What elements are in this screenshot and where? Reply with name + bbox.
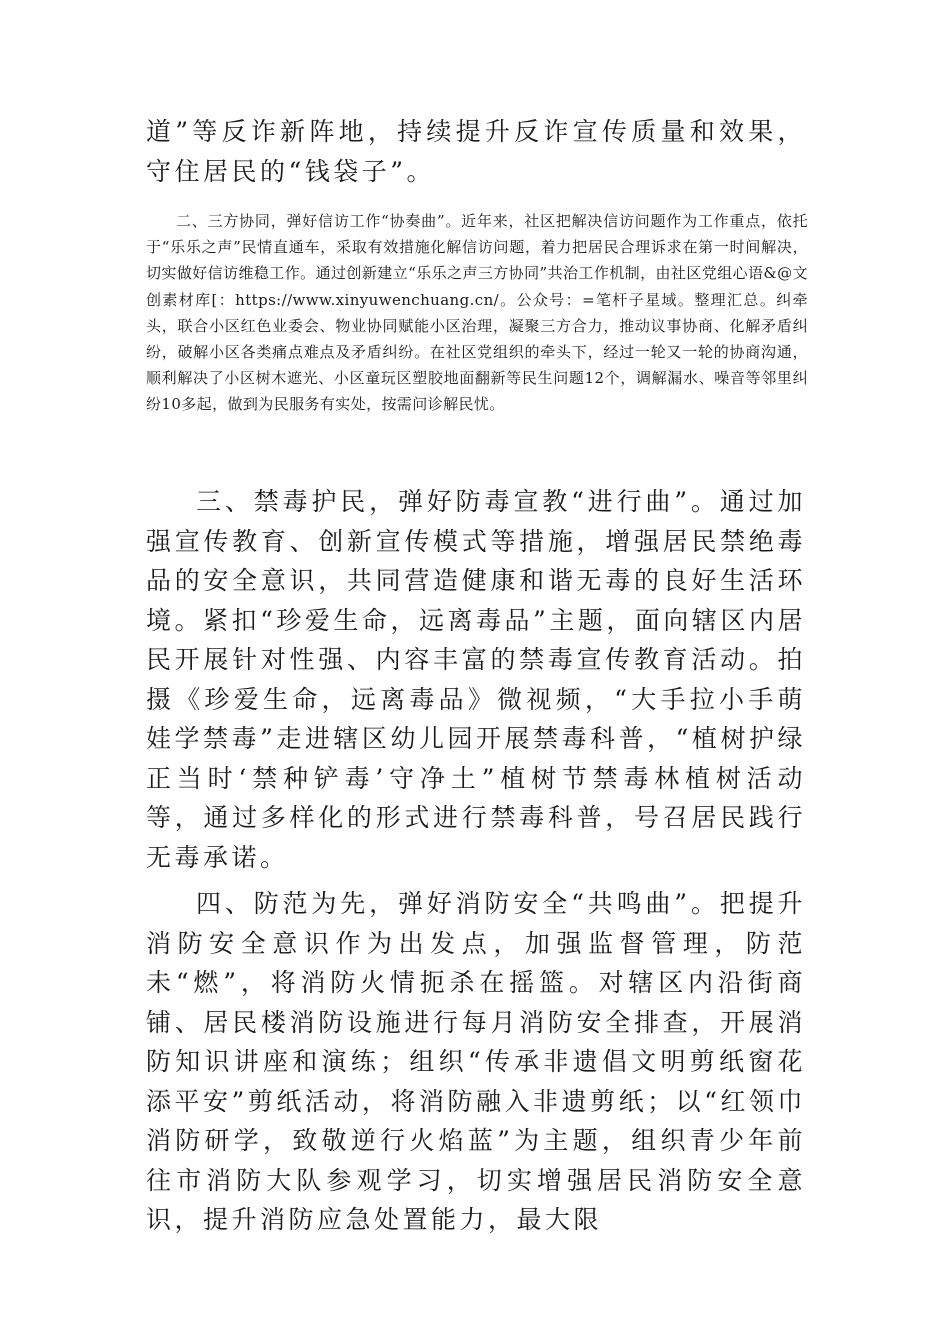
paragraph-fire-safety: 四、防范为先，弹好消防安全“共鸣曲”。把提升消防安全意识作为出发点，加强监督管理，防范未“燃”，将消防火情扼杀在摇篮。对辖区内沿街商铺、居民楼消防设施进行每月消防安全排查，开展消防知识讲座和演练；组织“传承非遗倡文明剪纸窗花添平安”剪纸活动，将消防融入非遗剪纸；以“红领巾消防研学，致敬逆行火焰蓝”为主题，组织青少年前往市消防大队参观学习，切实增强居民消防安全意识，提升消防应急处置能力，最大限	[146, 889, 806, 1234]
paragraph-anti-fraud-ending: 道”等反诈新阵地，持续提升反诈宣传质量和效果，守住居民的“钱袋子”。	[146, 117, 806, 186]
paragraph-anti-drug-education: 三、禁毒护民，弹好防毒宣教“进行曲”。通过加强宣传教育、创新宣传模式等措施，增强居民禁绝毒品的安全意识，共同营造健康和谐无毒的良好生活环境。紧扣“珍爱生命，远离毒品”主题，面向辖区内居民开展针对性强、内容丰富的禁毒宣传教育活动。拍摄《珍爱生命，远离毒品》微视频，“大手拉小手萌娃学禁毒”走进辖区幼儿园开展禁毒科普，“植树护绿正当时‘禁种铲毒’守净土”植树节禁毒林植树活动等，通过多样化的形式进行禁毒科普，号召居民践行无毒承诺。	[146, 487, 806, 872]
paragraph-petition-coordination: 二、三方协同，弹好信访工作“协奏曲”。近年来，社区把解决信访问题作为工作重点，依托于“乐乐之声”民情直通车，采取有效措施化解信访问题，着力把居民合理诉求在第一时间解决，切实做好信访维稳工作。通过创新建立“乐乐之声三方协同”共治工作机制，由社区党组心语&@文创素材库[：https://www.xinyuwenchuang.cn/。公众号：=笔杆子星域。整理汇总。纠牵头，联合小区红色业委会、物业协同赋能小区治理，凝聚三方合力，推动议事协商、化解矛盾纠纷，破解小区各类痛点难点及矛盾纠纷。在社区党组织的牵头下，经过一轮又一轮的协商沟通，顺利解决了小区树木遮光、小区童玩区塑胶地面翻新等民生问题12个，调解漏水、噪音等邻里纠纷10多起，做到为民服务有实处，按需问诊解民忧。	[146, 212, 808, 414]
